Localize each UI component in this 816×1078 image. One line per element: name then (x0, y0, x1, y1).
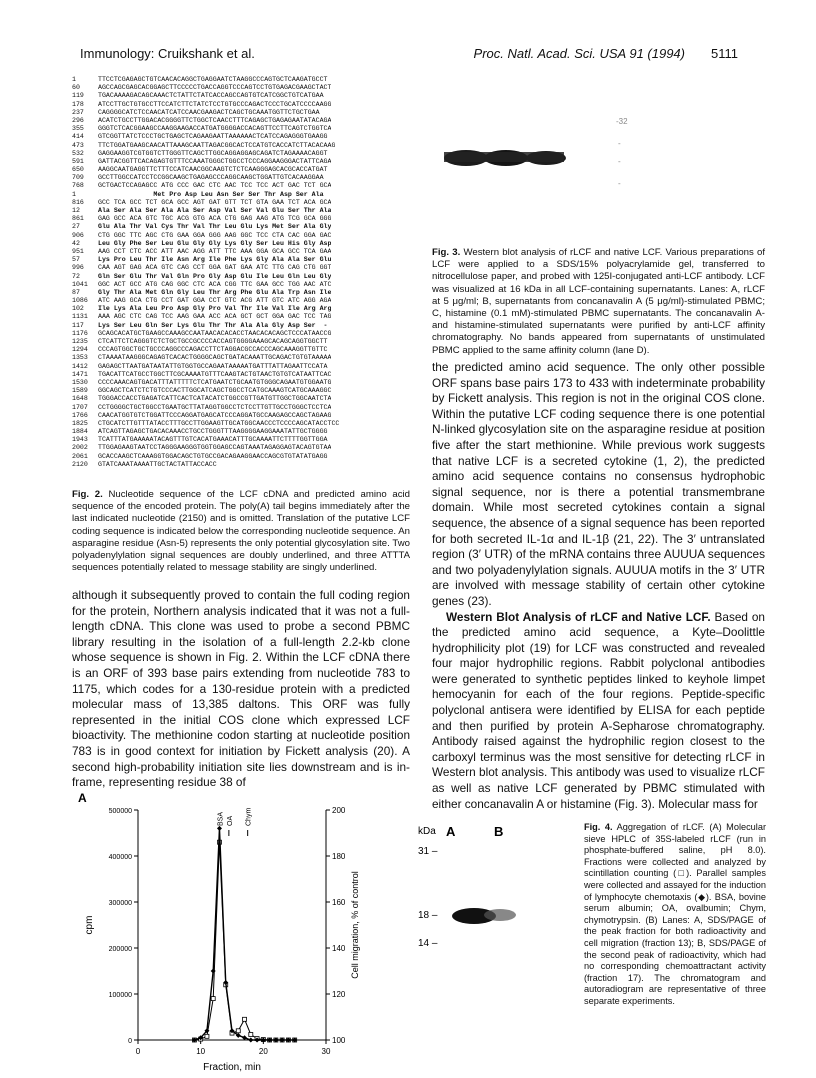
blot4b-marker-18: 18 – (418, 910, 438, 921)
nucleotide-row (72, 158, 408, 166)
series-line-1 (194, 828, 294, 1040)
sequence-text: CCCCAAACAGTGACATTTATTTTTCTCATGAATCTGCAATGTGGGCAGAATGTGGAATG (98, 378, 332, 386)
nucleotide-row (72, 117, 408, 125)
x-tick-label: 0 (135, 1047, 141, 1056)
sequence-text: ATC AAG GCA CTG CCT GAT GGA CCT GTC ACG ATT GTC ATC AGG AGA (98, 297, 332, 305)
fig2-text: Nucleotide sequence of the LCF cDNA and predicted amino acid sequence of the encoded protein. The poly(A) tail begins immediately after the last indicated nucleotide (2150) and is omitted. Translation of the putative LCF coding sequence is indicated below the corresponding nucleotide sequence. An asparagine residue (Asn-5) represents the only potential glycosylation site. Two polyadenylylation signal sequences are doubly underlined, and three ATTTA sequences potentially related to message stability are singly underlined. (72, 489, 410, 574)
sequence-text: TGGGACCACCTGAGATCATTCACTCATACATCTGGCCGTTGATGTTGGCTGGCAATCTA (98, 395, 332, 403)
sequence-position: 906 (72, 231, 84, 239)
sequence-position: 1943 (72, 436, 88, 444)
sequence-position: 237 (72, 108, 84, 116)
sequence-text: Ala Ser Ala Ser Ala Ala Ser Asp Val Ser Val Glu Ser Thr Ala (98, 207, 332, 214)
data-point-square (249, 1032, 253, 1036)
sequence-text: AAG CCT CTC ACC ATT AAC AGG ATT TTC AAA GGA GCA GCC TCA GAA (98, 247, 332, 255)
sequence-position: 60 (72, 84, 80, 92)
sequence-position: 1766 (72, 411, 88, 419)
nucleotide-row (72, 150, 408, 158)
running-head-left: Immunology: Cruikshank et al. (80, 46, 255, 61)
left-body-text (72, 588, 410, 791)
sequence-position: 532 (72, 149, 84, 157)
x-tick-label: 20 (258, 1047, 268, 1056)
nucleotide-row (72, 354, 408, 362)
nucleotide-row (72, 199, 408, 207)
sequence-text: TTCTGGATGAAGCAACATTAAAGCAATTAGACGGCACTCCATGTCACCATCTTACACAAG (98, 141, 336, 149)
sequence-position: 178 (72, 100, 84, 108)
sequence-position: 1086 (72, 297, 88, 305)
sequence-position: 768 (72, 182, 84, 190)
data-point-diamond (242, 1035, 247, 1040)
sequence-position: 861 (72, 215, 84, 223)
sequence-text: CTCATTCTCAGGGTCTCTGCTGCCGCCCCACCAGTGGGGAAAGCACAGCAGGTGGCTT (98, 338, 328, 345)
sequence-position: 1131 (72, 313, 88, 321)
sequence-position: 996 (72, 264, 84, 272)
sequence-text: GGGTCTCACGGAAGCCAAGGAAGACCATGATGGGGACCACAGTTCCTTCAGTCTGGTCA (98, 125, 332, 133)
sequence-position: 1825 (72, 419, 88, 427)
sequence-position: 119 (72, 92, 84, 100)
nucleotide-row (72, 371, 408, 379)
nucleotide-row (72, 125, 408, 133)
nucleotide-row (72, 363, 408, 371)
amino-acid-row (72, 305, 408, 313)
amino-acid-row (72, 191, 408, 199)
fig3-western-blot (430, 100, 766, 240)
blot3-marker-top: -32 (616, 117, 628, 126)
sequence-position: 1471 (72, 370, 88, 378)
nucleotide-row (72, 76, 408, 84)
sequence-position: 1589 (72, 387, 88, 395)
blot3-marker-low: - (618, 157, 621, 166)
blot4b-lane-b: B (494, 824, 504, 839)
sequence-position: 591 (72, 157, 84, 165)
right-paragraph-1: the predicted amino acid sequence. The only other possible ORF spans base pairs 173 to 433 with indeterminate probability by Fickett analysis. This region is not in the original COS clone. Within the putative LCF coding sequence there is one potential N-linked glycosylation site on the asparagine residue at position five after the start methionine. While previous work suggests that native LCF is a secreted cytokine (1, 2), the predicted amino acid sequence contains no consensus hydrophobic signal sequence, nor is there a potential transmembrane domain. While most secreted cytokines contain a signal sequence, the absence of a signal sequence has been reported for both secreted IL-1α and IL-1β (21, 22). The 3′ untranslated region (3′ UTR) of the mRNA contains three AUUUA sequences and two polyadenylylation signals. AUUUA motifs in the 3′ UTR are involved with message stability of certain other cytokine genes (23). (432, 360, 765, 608)
sequence-text: GATTACGGTTCACAGAGTGTTTCCAAATGGGCTGGCCTCCCAGGAAGGGACTATTCAGA (98, 157, 332, 165)
y-tick-label: 500000 (108, 808, 132, 815)
nucleotide-row (72, 387, 408, 395)
nucleotide-row (72, 346, 408, 354)
nucleotide-row (72, 182, 408, 190)
nucleotide-row (72, 142, 408, 150)
amino-acid-row (72, 256, 408, 264)
nucleotide-row (72, 453, 408, 461)
fig3-text: Western blot analysis of rLCF and native LCF. Various preparations of LCF were applied to a SDS/15% polyacrylamide gel, transferred to nitrocellulose paper, and probed with 125I-conjugated anti-LCF antibody. LCF was visualized at 16 kDa in all LCF-containing supernatants. Lanes: A, rLCF at 5 μg/ml; B, supernatants from concanavalin A (5 μg/ml)-stimulated PBMC; C, histamine (0.1 mM)-stimulated PBMC supernatants. The concanavalin A- and histamine-stimulated supernatants were purified by anti-LCF affinity chromatography. No bands appeared from supernatants of unstimulated PBMC applied to the same affinity column (lane D). (432, 247, 766, 356)
sequence-text: Glu Ala Thr Val Cys Thr Val Thr Leu Glu Lys Met Ser Ala Gly (98, 223, 332, 231)
sequence-position: 2002 (72, 444, 88, 452)
amino-acid-row (72, 273, 408, 281)
sequence-text: AGCCAGCGAGCACGGAGCTTCCCCCTGACCAGGTCCCAGTCCTGTGAGACGAAGCTACT (98, 84, 332, 92)
nucleotide-row (72, 166, 408, 174)
fig4-text: Aggregation of rLCF. (A) Molecular sieve HPLC of 35S-labeled rLCF (run in phosphate-buffered saline, pH 8.0). Fractions were collected and analyzed by scintillation counting (□). Parallel samples were collected and assayed for the induction of lymphocyte chemotaxis (◆). BSA, bovine serum albumin; OA, ovalbumin; Chym, chymotrypsin. (B) Lanes: A, SDS/PAGE of the peak fraction for both radioactivity and cell migration (fraction 13); B, SDS/PAGE of the second peak of radioactivity, which had no corresponding chemoattractant activity (fraction 17). The chromatogram and autoradiogram are representative of three separate experiments. (584, 822, 767, 1006)
fig4-label: Fig. 4. (584, 822, 613, 832)
sequence-text: GGCAGCTCATCTCTGTCCCACTTGGCATCAGCTGGCCTCATGCAAAGTCATGCAAAGGC (98, 387, 332, 395)
amino-acid-row (72, 289, 408, 297)
sequence-text: GCAGCACATGCTGAAGCCAAAGCCAATAACACACACCTAACACACAGCTCCCATAACCG (98, 329, 332, 337)
sequence-position: 42 (72, 239, 80, 247)
nucleotide-row (72, 133, 408, 141)
sequence-position: 414 (72, 133, 84, 141)
sequence-position: 87 (72, 288, 80, 296)
sequence-position: 1176 (72, 329, 88, 337)
blot4b-kda-label: kDa (418, 826, 436, 837)
y2-tick-label: 180 (332, 852, 346, 861)
sequence-position: 1294 (72, 346, 88, 354)
sequence-text: GAG GCC ACA GTC TGC ACG GTG ACA CTG GAG AAG ATG TCG GCA GGG (98, 215, 332, 223)
data-point-square (243, 1017, 247, 1021)
sequence-text: CTG GGC TTC AGC CTG GAA GGA GGG AAG GGC TCC CTA CAC GGA GAC (98, 231, 332, 239)
sequence-text: GCC TCA GCC TCT GCA GCC AGT GAT GTT TCT GTA GAA TCT ACA GCA (98, 198, 332, 206)
nucleotide-row (72, 379, 408, 387)
nucleotide-sequence (72, 76, 408, 481)
nucleotide-row (72, 461, 408, 469)
sequence-position: 27 (72, 223, 80, 231)
sequence-text: TGACATTCATGCCTGGCTTCGCAAAATGTTTCAAGTACTGTAACTGTGTCATAATTCAC (98, 370, 332, 378)
data-point-diamond (248, 1038, 253, 1043)
sequence-text: GTCGGTTATCTCCCTGCTGAGCTCAGAAGAATTAAAAAACTCATCCAGAGGGTGAAGG (98, 133, 328, 141)
fig4-caption (584, 822, 766, 1008)
sequence-text: Leu Gly Phe Ser Leu Glu Gly Gly Lys Gly Ser Leu His Gly Asp (98, 239, 332, 247)
data-point-square (211, 997, 215, 1001)
sequence-position: 102 (72, 305, 84, 313)
nucleotide-row (72, 395, 408, 403)
sequence-position: 473 (72, 141, 84, 149)
sequence-position: 1530 (72, 378, 88, 386)
sequence-text: GTATCAAATAAAATTGCTACTATTACCACC (98, 460, 217, 468)
marker-label: Chym (245, 807, 253, 826)
nucleotide-row (72, 404, 408, 412)
nucleotide-row (72, 444, 408, 452)
fig3-label: Fig. 3. (432, 247, 461, 258)
sequence-text: TGACAAAAGACAGCAAACTCTATTCTATCACCAGCCAGTGTCATCGGCTGTCATGAA (98, 92, 324, 100)
sequence-text: GAGGAAGGTCGTGGTCTTGGGTTCAGCTTGGCAGGAGGAGCAGATCTAGAAAACAGGT (98, 149, 328, 157)
sequence-text: Lys Pro Leu Thr Ile Asn Arg Ile Phe Lys Gly Ala Ala Ser Glu (98, 256, 332, 264)
sequence-text: GAGAGCTTAATGATAATATTGTGGTGCCAGAATAAAAATGATTTATTAGAATTCCATA (98, 362, 328, 370)
y-tick-label: 100000 (108, 992, 132, 999)
fig2-caption (72, 489, 410, 574)
sequence-text: TTGGAGAAGTAATCCTAGGGAAGGGTGGTGGAGCCAGTAAATAGAGGAGTACAGTGTAA (98, 444, 332, 452)
blot3-marker-mid: - (618, 139, 621, 148)
y2-tick-label: 140 (332, 944, 346, 953)
sequence-text: Gln Ser Glu Thr Val Gln Pro Gly Asp Glu Ile Leu Gln Leu Gly (98, 272, 332, 280)
y-tick-label: 300000 (108, 900, 132, 907)
y-axis-label: cpm (84, 915, 95, 935)
nucleotide-row (72, 84, 408, 92)
sequence-position: 355 (72, 125, 84, 133)
nucleotide-row (72, 420, 408, 428)
sequence-position: 1648 (72, 395, 88, 403)
nucleotide-row (72, 215, 408, 223)
x-tick-label: 10 (196, 1047, 206, 1056)
sequence-text: Lys Ser Leu Gln Ser Lys Glu Thr Thr Ala Ala Gly Asp Ser - (98, 321, 328, 329)
x-axis-label: Fraction, min (203, 1062, 261, 1073)
fig4b-blot (416, 800, 566, 950)
nucleotide-row (72, 281, 408, 289)
nucleotide-row (72, 248, 408, 256)
nucleotide-row (72, 330, 408, 338)
sequence-text: AAA AGC CTC CAG TCC AAG GAA ACC ACA GCT GCT GGA GAC TCC TAG (98, 313, 332, 321)
nucleotide-row (72, 109, 408, 117)
journal-citation: Proc. Natl. Acad. Sci. USA 91 (1994) (473, 46, 685, 61)
amino-acid-row (72, 223, 408, 231)
data-point-square (205, 1034, 209, 1038)
blot3-band-smear (444, 152, 564, 162)
sequence-position: 72 (72, 272, 80, 280)
blot3-marker-bottom: - (618, 179, 621, 188)
sequence-text: ACATCTGCCTTGGACACGGGGTTCTGGCTCAACCTTTCAGAGCTGAGAGAATATACAGA (98, 116, 332, 124)
sequence-position: 816 (72, 198, 84, 206)
sequence-text: ATCAGTTAGAGCTGACACAAACCTGCCTGGGTTTAAGGGGAAGGAAATATTGCTGGGG (98, 428, 328, 436)
nucleotide-row (72, 264, 408, 272)
sequence-position: 1353 (72, 354, 88, 362)
sequence-text: CTAAAATAAGGGCAGAGTCACACTGGGGCAGCTGATACAAATTGCAGACTGTGTAAAAA (98, 354, 332, 362)
sequence-text: GGC ACT GCC ATG CAG GGC CTC ACA CGG TTC GAA GCC TGG AAC ATC (98, 280, 332, 288)
fig3-caption (432, 247, 765, 357)
sequence-position: 1235 (72, 338, 88, 345)
amino-acid-row (72, 240, 408, 248)
right-body-text (432, 360, 765, 812)
sequence-text: TTCCTCGAGAGCTGTCAACACAGGCTGAGGAATCTAAGGCCCAGTGCTCAAGATGCCT (98, 76, 328, 83)
marker-label: BSA (217, 811, 225, 826)
sequence-position: 117 (72, 321, 84, 329)
nucleotide-row (72, 232, 408, 240)
y2-tick-label: 120 (332, 990, 346, 999)
running-head-right (474, 46, 738, 61)
sequence-text: CCCAGTGGCTGCTGCCCAGGCCCAGACCTTCTAGGACGCCACCCAGCAAAGGTTGTTC (98, 346, 328, 354)
y2-tick-label: 200 (332, 806, 346, 815)
y2-tick-label: 160 (332, 898, 346, 907)
nucleotide-row (72, 313, 408, 321)
marker-label: OA (226, 815, 234, 826)
nucleotide-row (72, 297, 408, 305)
sequence-text: CAACATGGTGTCTGGATTCCCAGGATGAGCATCCCAGGATGCCAAGAGCCAGCTAGAAG (98, 411, 332, 419)
fig2-label: Fig. 2. (72, 489, 103, 500)
y-tick-label: 400000 (108, 854, 132, 861)
sequence-text: TCATTTATGAAAAATACAGTTTGTCACATGAAACATTTGCAAAATTCTTTTGGTTGGA (98, 436, 328, 444)
y-tick-label: 200000 (108, 946, 132, 953)
sequence-text: GCTGACTCCAGAGCC ATG CCC GAC CTC AAC TCC TCC ACT GAC TCT GCA (98, 182, 332, 190)
blot4b-band-b (484, 909, 516, 921)
x-tick-label: 30 (321, 1047, 331, 1056)
blot4b-marker-14: 14 – (418, 938, 438, 949)
sequence-position: 1884 (72, 428, 88, 436)
sequence-text: CAGGGGCATCTCCAACATCATCCAACGAAGACTCAGCTGCAAATGGTTCTGCTGAA (98, 108, 320, 116)
page-number: 5111 (711, 46, 738, 61)
data-point-diamond (211, 969, 216, 974)
sequence-position: 57 (72, 256, 80, 264)
sequence-text: GCCTTGGCCATCCTCCGGCAAGCTGAGAGCCCAGGCAAGCTGGATTGTCACAAGGAA (98, 174, 324, 182)
y-tick-label: 0 (128, 1038, 132, 1045)
sequence-text: Ile Lys Ala Leu Pro Asp Gly Pro Val Thr Ile Val Ile Arg Arg (98, 305, 332, 313)
sequence-text: Gly Thr Ala Met Gln Gly Leu Thr Arg Phe Glu Ala Trp Asn Ile (98, 288, 332, 296)
sequence-position: 1707 (72, 403, 88, 411)
sequence-position: 709 (72, 174, 84, 182)
blot4b-marker-31: 31 – (418, 846, 438, 857)
sequence-text: Met Pro Asp Leu Asn Ser Ser Thr Asp Ser Ala (98, 190, 324, 198)
sequence-position: 2120 (72, 460, 88, 468)
nucleotide-row (72, 174, 408, 182)
y2-tick-label: 100 (332, 1036, 346, 1045)
sequence-position: 1412 (72, 362, 88, 370)
sequence-text: AAGGCAATGAGGTTCTTTCCATCAACGGCAAGTCTCTCAAGGGAGCACGCACCATGAT (98, 166, 328, 174)
nucleotide-row (72, 101, 408, 109)
nucleotide-row (72, 412, 408, 420)
sequence-position: 12 (72, 207, 80, 214)
blot4b-lane-a: A (446, 824, 456, 839)
left-paragraph: although it subsequently proved to contain the full coding region for the protein, Northern analysis indicated that it was not a full-length cDNA. This clone was used to probe a second PBMC library resulting in the isolation of a full-length 2.2-kb clone whose sequence is shown in Fig. 2. Within the LCF cDNA there is an ORF of 393 base pairs extending from nucleotide 783 to 1175, which codes for a 130-residue protein with a predicted molecular mass of 13,385 daltons. This ORF was fully represented in the initial COS clone which expressed LCF bioactivity. The methionine codon starting at nucleotide position 783 is in good context for initiation by Fickett analysis (20). A second high-probability initiation site lies downstream and is in-frame, representing residue 38 of (72, 588, 410, 790)
sequence-text: CCTGGGGCTGCTGGCCTGAATGCTTATAGGTGGCCTCTCCTTGTTGCCTGGGCTCCTCA (98, 403, 332, 411)
amino-acid-row (72, 322, 408, 330)
right-paragraph-2: Based on the predicted amino acid sequence, a Kyte–Doolittle hydrophilicity plot (19) for LCF was constructed and revealed four major hydrophilic regions. Rabbit polyclonal antibodies were generated to synthetic peptides linked to keyhole limpet hemocyanin for each of the four regions. Peptide-specific polyclonal antisera were identified by ELISA for each peptide and then purified by protein A-Sepharose chromatography. Antibody raised against the hydrophilic region closest to the carboxyl terminus was the most sensitive for detecting rLCF in Western blot analysis. This antibody was used to visualize rLCF as well as native LCF generated by PBMC stimulated with either concanavalin A or histamine (Fig. 3). Molecular mass for (432, 609, 765, 811)
section-heading-western-blot: Western Blot Analysis of rLCF and Native LCF. (446, 609, 711, 624)
sequence-position: 951 (72, 247, 84, 255)
amino-acid-row (72, 207, 408, 215)
sequence-position: 1041 (72, 280, 88, 288)
nucleotide-row (72, 436, 408, 444)
sequence-position: 1 (72, 76, 76, 83)
fig4a-chart (76, 790, 372, 1076)
y2-axis-label: Cell migration, % of control (350, 871, 360, 979)
nucleotide-row (72, 92, 408, 100)
sequence-text: GCACCAAGCTCAAAGGTGGACAGCTGTGCCGACAGAAGGAACCAGCGTGTATATGAGG (98, 452, 328, 460)
nucleotide-row (72, 338, 408, 346)
sequence-text: CTGCATCTTGTTTATACCTTTGCCTTGGAAGTTGCATGGCAACCCTCCCCAGCATACCTCC (98, 419, 340, 427)
sequence-text: CAA AGT GAG ACA GTC CAG CCT GGA GAT GAA ATC TTG CAG CTG GGT (98, 264, 332, 272)
sequence-position: 296 (72, 116, 84, 124)
sequence-position: 650 (72, 166, 84, 174)
data-point-square (236, 1029, 240, 1033)
nucleotide-row (72, 428, 408, 436)
sequence-position: 2061 (72, 452, 88, 460)
panel-letter-a: A (78, 791, 87, 805)
sequence-position: 1 (72, 190, 76, 198)
sequence-text: ATCCTTGCTGTGCCTTCCATCTTCTATCTCCTGTGCCCAGACTCCCTGCATCCCCAAGG (98, 100, 332, 108)
